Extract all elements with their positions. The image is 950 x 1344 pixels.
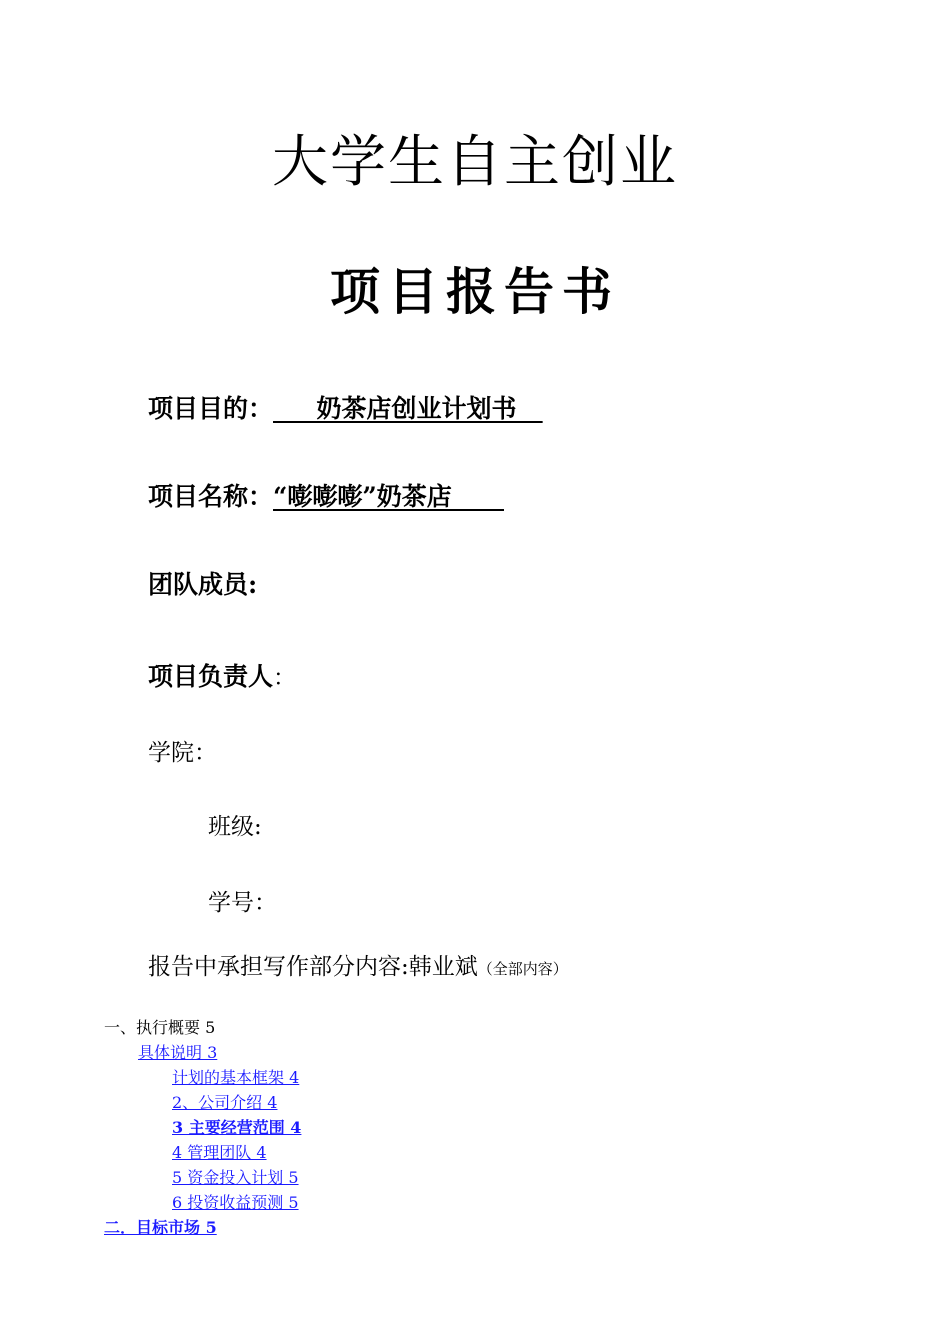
project-name-value: “嘭嘭嘭”奶茶店	[273, 482, 504, 511]
team-members-label: 团队成员:	[148, 570, 258, 599]
project-leader-colon: ：	[273, 665, 297, 691]
toc-item: 一、执行概要 5	[104, 1018, 216, 1037]
toc-link-target-market[interactable]: 二．目标市场 5	[104, 1218, 217, 1237]
toc-link-investment-forecast[interactable]: 6 投资收益预测 5	[172, 1193, 299, 1212]
writing-part-row	[148, 952, 568, 984]
writing-part-label: 报告中承担写作部分内容:韩业斌	[148, 954, 478, 980]
toc-link-specific-description[interactable]: 具体说明 3	[138, 1043, 218, 1062]
student-id-label: 学号：	[208, 890, 277, 916]
cover-title: 大学生自主创业	[272, 130, 678, 195]
toc-link-main-business-scope[interactable]: 3 主要经营范围 4	[172, 1118, 302, 1137]
project-name-label: 项目名称：	[148, 482, 274, 511]
project-leader-label: 项目负责人	[148, 662, 274, 691]
writing-part-note: （全部内容）	[477, 960, 568, 978]
project-leader-row	[148, 660, 296, 694]
college-label: 学院：	[148, 740, 217, 766]
project-name-row	[148, 480, 504, 514]
class-label: 班级:	[208, 814, 262, 840]
project-purpose-label: 项目目的：	[148, 394, 274, 423]
toc-link-management-team[interactable]: 4 管理团队 4	[172, 1143, 267, 1162]
project-purpose-row	[148, 392, 543, 426]
toc-link-funding-plan[interactable]: 5 资金投入计划 5	[172, 1168, 299, 1187]
toc-link-basic-framework[interactable]: 计划的基本框架 4	[172, 1068, 300, 1087]
project-purpose-value: 奶茶店创业计划书	[273, 394, 543, 423]
toc-link-company-intro[interactable]: 2、公司介绍 4	[172, 1093, 278, 1112]
cover-subtitle: 项目报告书	[330, 262, 620, 321]
